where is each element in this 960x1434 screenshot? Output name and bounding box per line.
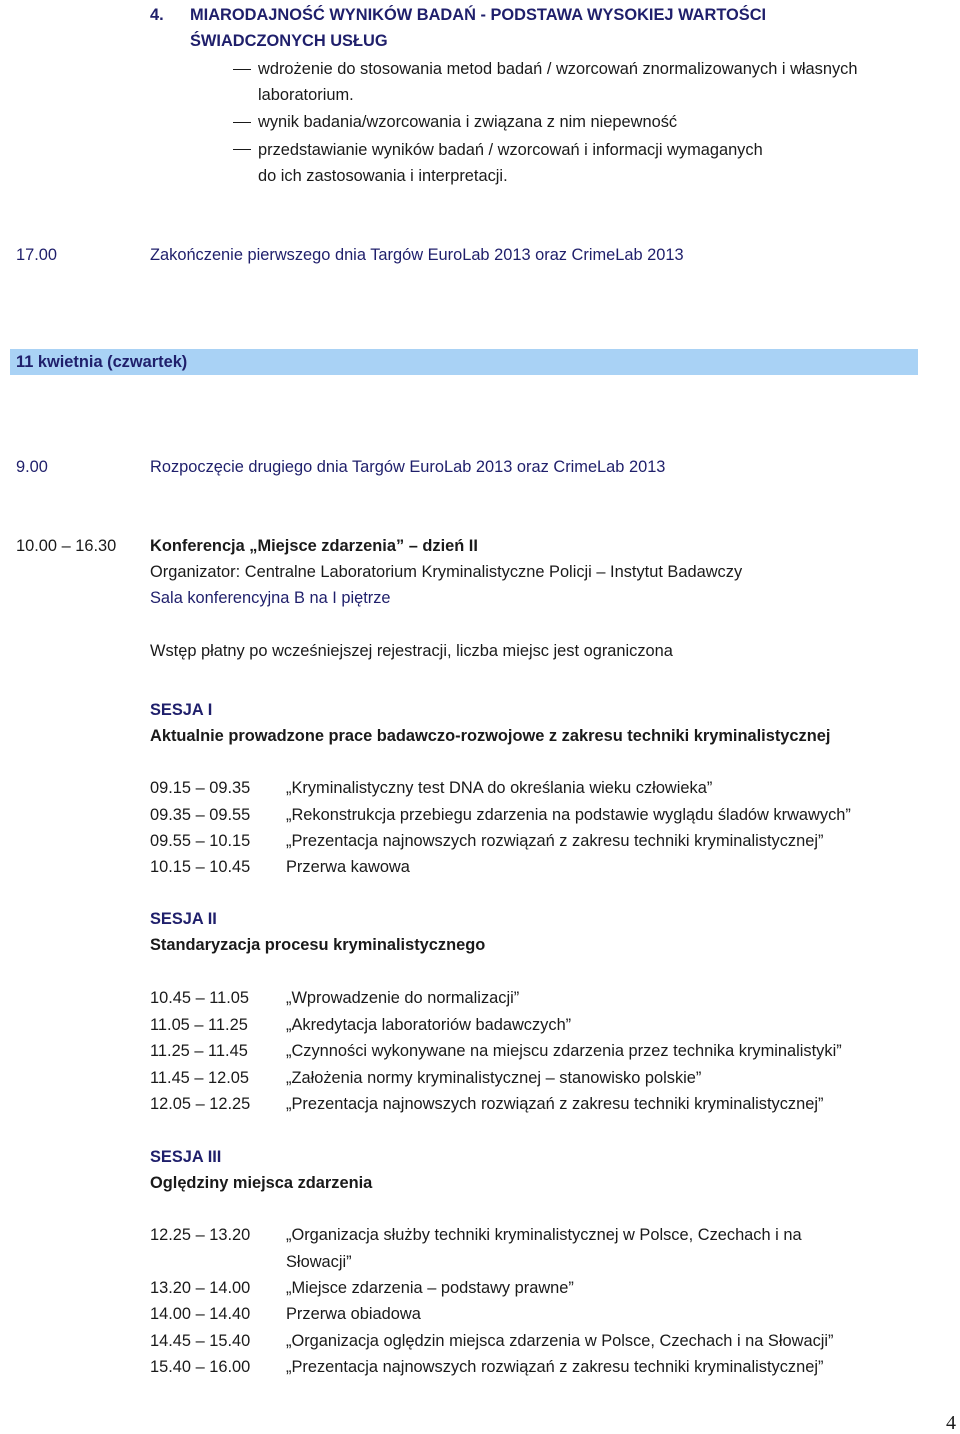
agenda-text: „Czynności wykonywane na miejscu zdarzenia przez technika kryminalistyki” (286, 1042, 842, 1060)
agenda-time: 12.05 – 12.25 (150, 1095, 251, 1113)
bullet-dash (233, 122, 251, 123)
session-name: SESJA I (150, 701, 213, 719)
agenda-text: Przerwa kawowa (286, 858, 410, 876)
agenda-time: 09.15 – 09.35 (150, 779, 251, 797)
agenda-text: „Kryminalistyczny test DNA do określania wieku człowieka” (286, 779, 713, 797)
agenda-text: „Organizacja oględzin miejsca zdarzenia w Polsce, Czechach i na Słowacji” (286, 1332, 834, 1350)
conference-organizer: Organizator: Centralne Laboratorium Kryminalistyczne Policji – Instytut Badawczy (150, 563, 743, 581)
agenda-time: 09.35 – 09.55 (150, 806, 251, 824)
agenda-text: „Wprowadzenie do normalizacji” (286, 989, 520, 1007)
conference-time: 10.00 – 16.30 (16, 537, 117, 555)
agenda-text: „Prezentacja najnowszych rozwiązań z zakresu techniki kryminalistycznej” (286, 832, 824, 850)
agenda-time: 14.45 – 15.40 (150, 1332, 251, 1350)
agenda-time: 11.05 – 11.25 (150, 1016, 248, 1034)
page-number: 4 (946, 1412, 956, 1434)
agenda-text: „Organizacja służby techniki kryminalistycznej w Polsce, Czechach i na (286, 1226, 802, 1244)
session-subtitle: Aktualnie prowadzone prace badawczo-rozwojowe z zakresu techniki kryminalistycznej (150, 727, 831, 745)
agenda-text: „Prezentacja najnowszych rozwiązań z zakresu techniki kryminalistycznej” (286, 1095, 824, 1113)
section-title-line2: ŚWIADCZONYCH USŁUG (190, 32, 388, 50)
section-number: 4. (150, 6, 164, 24)
bullet-text: wdrożenie do stosowania metod badań / wzorcowań znormalizowanych i własnych (258, 60, 858, 78)
session-subtitle: Standaryzacja procesu kryminalistycznego (150, 936, 486, 954)
bullet-text: wynik badania/wzorcowania i związana z nim niepewność (258, 113, 678, 131)
session-name: SESJA III (150, 1148, 222, 1166)
agenda-time: 14.00 – 14.40 (150, 1305, 251, 1323)
agenda-time: 13.20 – 14.00 (150, 1279, 251, 1297)
event-time: 17.00 (16, 246, 58, 264)
bullet-dash (233, 69, 251, 70)
conference-title: Konferencja „Miejsce zdarzenia” – dzień II (150, 537, 478, 555)
agenda-time: 11.45 – 12.05 (150, 1069, 250, 1087)
agenda-text: Przerwa obiadowa (286, 1305, 421, 1323)
bullet-text: laboratorium. (258, 86, 354, 104)
event-text: Rozpoczęcie drugiego dnia Targów EuroLab 2013 oraz CrimeLab 2013 (150, 458, 666, 476)
bullet-text: przedstawianie wyników badań / wzorcowań i informacji wymaganych (258, 141, 763, 159)
agenda-time: 10.15 – 10.45 (150, 858, 251, 876)
agenda-text: „Rekonstrukcja przebiegu zdarzenia na podstawie wyglądu śladów krwawych” (286, 806, 851, 824)
agenda-time: 15.40 – 16.00 (150, 1358, 251, 1376)
event-time: 9.00 (16, 458, 48, 476)
conference-note: Wstęp płatny po wcześniejszej rejestracji, liczba miejsc jest ograniczona (150, 642, 673, 660)
agenda-time: 09.55 – 10.15 (150, 832, 251, 850)
agenda-text: „Prezentacja najnowszych rozwiązań z zakresu techniki kryminalistycznej” (286, 1358, 824, 1376)
agenda-time: 12.25 – 13.20 (150, 1226, 251, 1244)
agenda-text: „Miejsce zdarzenia – podstawy prawne” (286, 1279, 574, 1297)
day-label: 11 kwietnia (czwartek) (16, 353, 188, 371)
agenda-time: 11.25 – 11.45 (150, 1042, 248, 1060)
agenda-text: „Założenia normy kryminalistycznej – stanowisko polskie” (286, 1069, 702, 1087)
session-name: SESJA II (150, 910, 217, 928)
event-text: Zakończenie pierwszego dnia Targów EuroLab 2013 oraz CrimeLab 2013 (150, 246, 684, 264)
session-subtitle: Oględziny miejsca zdarzenia (150, 1174, 373, 1192)
bullet-dash (233, 149, 251, 150)
conference-room: Sala konferencyjna B na I piętrze (150, 589, 391, 607)
day-header (10, 349, 918, 375)
agenda-text: „Akredytacja laboratoriów badawczych” (286, 1016, 572, 1034)
bullet-text: do ich zastosowania i interpretacji. (258, 167, 508, 185)
agenda-time: 10.45 – 11.05 (150, 989, 250, 1007)
agenda-text-continued: Słowacji” (286, 1253, 352, 1271)
section-title-line1: MIARODAJNOŚĆ WYNIKÓW BADAŃ - PODSTAWA WYSOKIEJ WARTOŚCI (190, 6, 767, 24)
